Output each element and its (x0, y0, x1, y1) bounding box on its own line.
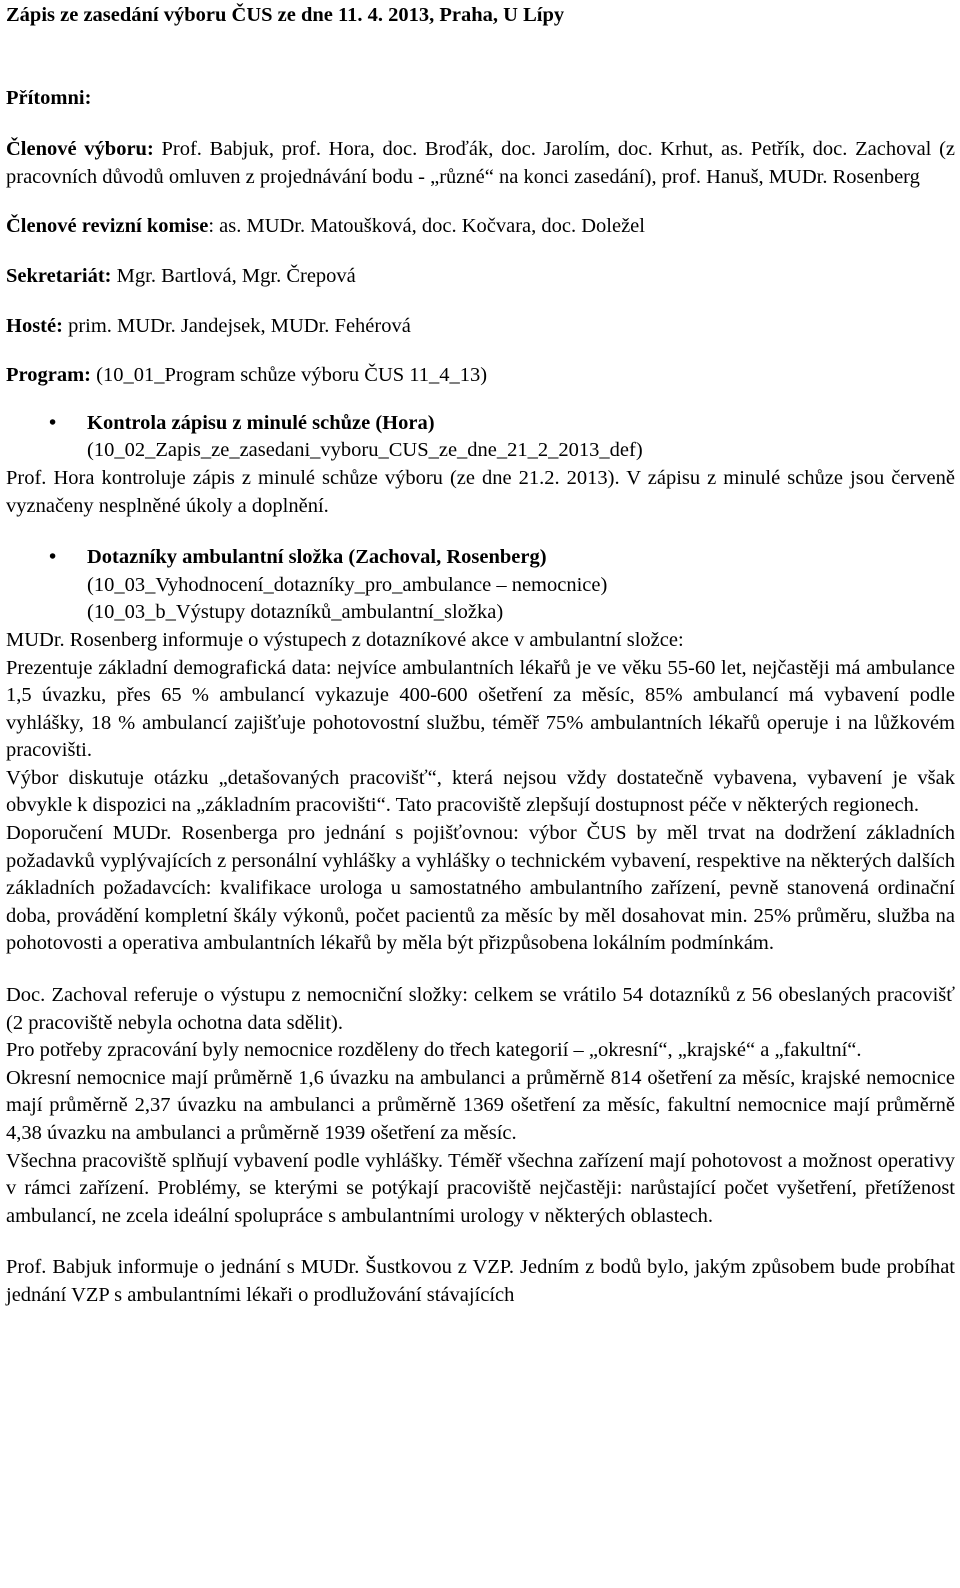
guests-text: prim. MUDr. Jandejsek, MUDr. Fehérová (62, 314, 411, 337)
program-text: (10_01_Program schůze výboru ČUS 11_4_13) (91, 364, 488, 387)
item2-paragraph-9: Prof. Babjuk informuje o jednání s MUDr. Šustkovou z VZP. Jedním z bodů bylo, jakým způsobem bude probíhat jednání VZP s ambulantními lékaři o prodlužování stávajících (6, 1256, 955, 1306)
item2-paragraph-1: MUDr. Rosenberg informuje o výstupech z dotazníkové akce v ambulantní složce: (6, 628, 684, 651)
agenda-item-2-heading-text: Dotazníky ambulantní složka (Zachoval, Rosenberg) (87, 546, 547, 569)
agenda-item-2-ref-1: (10_03_Vyhodnocení_dotazníky_pro_ambulance – nemocnice) (87, 573, 608, 596)
item2-paragraph-8: Všechna pracoviště splňují vybavení podle vyhlášky. Téměř všechna zařízení mají pohotovost a možnost operativy v rámci zařízení. Problémy, se kterými se potýkají pracoviště nejčastěji: narůstající počet vyšetření, přetíženost ambulancí, ne zcela ideální spolupráce s ambulantními urology v některých oblastech. (6, 1149, 955, 1227)
members-text: Prof. Babjuk, prof. Hora, doc. Broďák, doc. Jarolím, doc. Krhut, as. Petřík, doc. Zachoval (z pracovních důvodů omluven z projednávání bodu - „různé“ na konci zasedání), prof. Hanuš, MUDr. Rosenberg (6, 138, 955, 188)
item2-paragraph-3: Výbor diskutuje otázku „detašovaných pracovišť“, která nejsou vždy dostatečně vybavena, vybavení je však obvykle k dispozici na „základním pracovišti“. Tato pracoviště zlepšují dostupnost péče v některých regionech. (6, 766, 955, 817)
agenda-item-1-heading (87, 410, 955, 438)
secretariat-paragraph (6, 263, 955, 291)
item2-paragraph-5: Doc. Zachoval referuje o výstupu z nemocniční složky: celkem se vrátilo 54 dotazníků z 56 obeslaných pracovišť (2 pracoviště nebyla ochotna data sdělit). (6, 984, 955, 1034)
item2-paragraph-6: Pro potřeby zpracování byly nemocnice rozděleny do třech kategorií – „okresní“, „krajské“ a „fakultní“. (6, 1039, 862, 1062)
item2-paragraph-2: Prezentuje základní demografická data: nejvíce ambulantních lékařů je ve věku 55-60 let, nejčastěji má ambulance 1,5 úvazku, přes 65 % ambulancí vykazuje 400-600 ošetření za měsíc, 85% ambulancí má vybavení podle vyhlášky, 18 % ambulancí zajišťuje pohotovostní službu, téměř 75% ambulantních lékařů operuje i na lůžkovém pracovišti. (6, 656, 955, 762)
document-title: Zápis ze zasedání výboru ČUS ze dne 11. 4. 2013, Praha, U Lípy (6, 4, 565, 26)
bullet-icon: • (49, 411, 57, 434)
agenda-item-2-heading (87, 544, 955, 572)
present-heading-text: Přítomni: (6, 86, 92, 109)
bullet-icon: • (49, 546, 57, 569)
present-heading (6, 85, 955, 113)
guests-paragraph (6, 313, 955, 341)
audit-label: Členové revizní komise (6, 215, 209, 238)
agenda-item-2 (6, 544, 955, 627)
item2-paragraph-4: Doporučení MUDr. Rosenberga pro jednání s pojišťovnou: výbor ČUS by měl trvat na dodržení základních požadavků vyplývajících z personální vyhlášky a vyhlášky o technickém vybavení, respektive na některých dalších základních požadavcích: kvalifikace urologa u samostatného ambulantního zařízení, pevně stanovená ordinační doba, provádění kompletní škály výkonů, počet pacientů za měsíc by měl dosahovat min. 25% průměru, služba na pohotovosti a operativa ambulantních lékařů by měla být přizpůsobena lokálním podmínkám. (6, 822, 955, 955)
audit-paragraph (6, 213, 955, 241)
agenda-item-1 (6, 410, 955, 465)
program-paragraph (6, 362, 955, 390)
secretariat-label: Sekretariát: (6, 264, 112, 287)
audit-text: : as. MUDr. Matoušková, doc. Kočvara, doc. Doležel (208, 215, 645, 238)
item2-paragraph-7: Okresní nemocnice mají průměrně 1,6 úvazku na ambulanci a průměrně 814 ošetření za měsíc, krajské nemocnice mají průměrně 2,37 úvazku na ambulanci a průměrně 1369 ošetření za měsíc, fakultní nemocnice mají průměrně 4,38 úvazku na ambulanci a průměrně 1939 ošetření za měsíc. (6, 1066, 955, 1144)
members-paragraph (6, 136, 955, 191)
guests-label: Hosté: (6, 314, 63, 337)
agenda-item-1-ref: (10_02_Zapis_ze_zasedani_vyboru_CUS_ze_dne_21_2_2013_def) (87, 439, 643, 462)
agenda-item-2-ref-2: (10_03_b_Výstupy dotazníků_ambulantní_složka) (87, 601, 504, 624)
item1-text: Prof. Hora kontroluje zápis z minulé schůze výboru (ze dne 21.2. 2013). V zápisu z minulé schůze jsou červeně vyznačeny nesplněné úkoly a doplnění. (6, 466, 955, 517)
agenda-item-1-heading-text: Kontrola zápisu z minulé schůze (Hora) (87, 411, 435, 434)
members-label: Členové výboru: (6, 138, 154, 161)
program-label: Program: (6, 364, 92, 387)
secretariat-text: Mgr. Bartlová, Mgr. Črepová (111, 264, 356, 287)
